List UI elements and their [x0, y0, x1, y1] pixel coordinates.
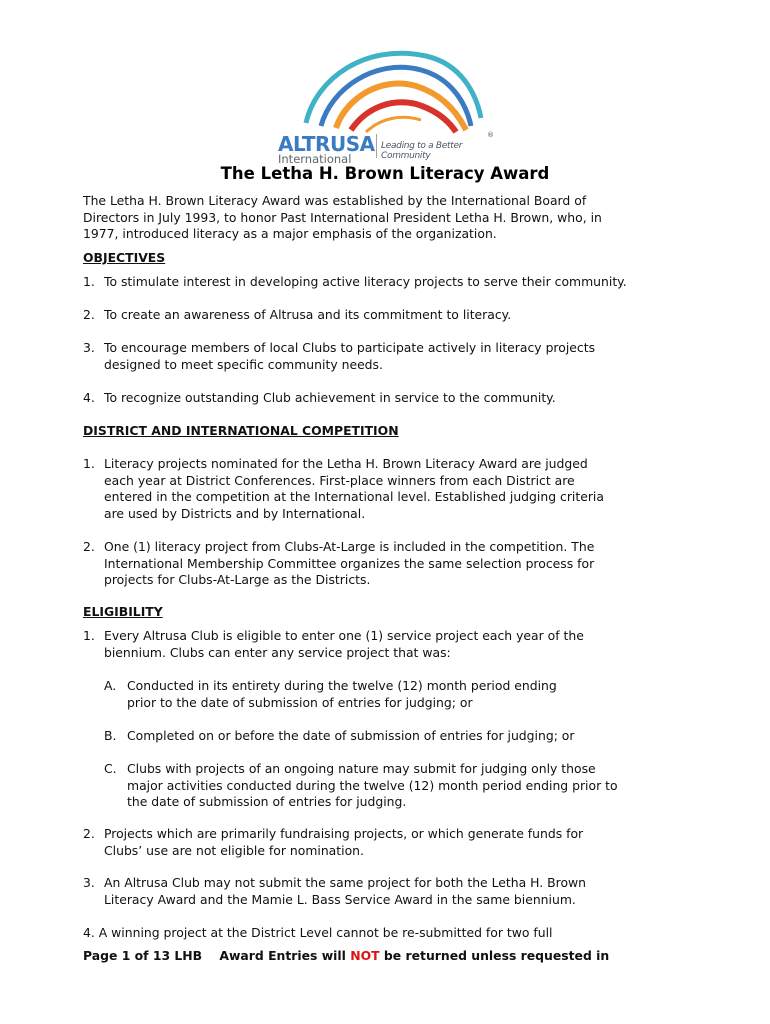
item-text: To stimulate interest in developing active literacy projects to serve their community.: [104, 274, 627, 289]
objective-item: [83, 340, 703, 373]
item-text: To create an awareness of Altrusa and its commitment to literacy.: [104, 307, 512, 322]
eligibility-subitem: [104, 728, 704, 745]
competition-heading: DISTRICT AND INTERNATIONAL COMPETITION: [83, 423, 399, 438]
eligibility-item: [83, 628, 703, 661]
footer-notice-end: be returned unless requested in: [379, 948, 610, 963]
item-number: 3.: [83, 875, 95, 890]
objective-item: [83, 390, 703, 407]
objective-item: [83, 307, 703, 324]
item-text: To recognize outstanding Club achievement in service to the community.: [104, 390, 556, 405]
subitem-text: Conducted in its entirety during the twelve (12) month period ending prior to the date of submission of entries for judging; or: [127, 678, 557, 710]
objectives-heading: OBJECTIVES: [83, 250, 166, 265]
eligibility-subitem: [104, 761, 704, 811]
page-footer: [83, 948, 609, 963]
footer-notice-emphasis: NOT: [350, 948, 380, 963]
eligibility-item-4: 4. A winning project at the District Level cannot be re-submitted for two full: [83, 925, 553, 940]
item-number: 2.: [83, 539, 95, 554]
item-number: 1.: [83, 456, 95, 471]
subitem-letter: C.: [104, 761, 117, 776]
item-text: Literacy projects nominated for the Letha H. Brown Literacy Award are judged each year at District Conferences. First-place winners from each District are entered in the competition at the International level. Established judging criteria are used by Districts and by International.: [104, 456, 604, 521]
logo-divider: [376, 134, 377, 158]
logo-registered-mark: ®: [487, 131, 494, 139]
subitem-letter: A.: [104, 678, 117, 693]
footer-page-number: Page 1 of 13 LHB: [83, 948, 203, 963]
item-number: 1.: [83, 628, 95, 643]
competition-item: [83, 456, 703, 522]
logo-international: International: [278, 152, 352, 166]
eligibility-item: [83, 875, 703, 908]
competition-item: [83, 539, 703, 589]
item-text: One (1) literacy project from Clubs-At-Large is included in the competition. The International Membership Committee organizes the same selection process for projects for Clubs-At-Large as the Districts.: [104, 539, 595, 587]
logo-swoosh-graphic: [276, 48, 498, 138]
eligibility-subitem: [104, 678, 704, 711]
item-number: 2.: [83, 826, 95, 841]
eligibility-item: [83, 826, 703, 859]
item-text: An Altrusa Club may not submit the same project for both the Letha H. Brown Literacy Award and the Mamie L. Bass Service Award in the same biennium.: [104, 875, 587, 907]
document-title: The Letha H. Brown Literacy Award: [220, 164, 550, 183]
item-number: 1.: [83, 274, 95, 289]
logo-tagline: Leading to a Better Community: [381, 141, 463, 161]
item-number: 4.: [83, 390, 95, 405]
item-text: Projects which are primarily fundraising projects, or which generate funds for Clubs’ use are not eligible for nomination.: [104, 826, 584, 858]
item-text: To encourage members of local Clubs to participate actively in literacy projects designed to meet specific community needs.: [104, 340, 596, 372]
intro-paragraph: The Letha H. Brown Literacy Award was established by the International Board of Directors in July 1993, to honor Past International President Letha H. Brown, who, in 1977, introduced literacy as a major emphasis of the organization.: [83, 193, 602, 241]
logo-wordmark: ALTRUSA: [278, 132, 375, 156]
item-number: 3.: [83, 340, 95, 355]
footer-notice-start: Award Entries will: [219, 948, 351, 963]
subitem-letter: B.: [104, 728, 117, 743]
altrusa-logo: [276, 48, 498, 166]
item-number: 2.: [83, 307, 95, 322]
item-text: Every Altrusa Club is eligible to enter one (1) service project each year of the biennium. Clubs can enter any service project that was:: [104, 628, 584, 660]
eligibility-heading: ELIGIBILITY: [83, 604, 163, 619]
subitem-text: Clubs with projects of an ongoing nature may submit for judging only those major activities conducted during the twelve (12) month period ending prior to the date of submission of entries for judging.: [127, 761, 618, 809]
objective-item: [83, 274, 703, 291]
subitem-text: Completed on or before the date of submission of entries for judging; or: [127, 728, 575, 743]
